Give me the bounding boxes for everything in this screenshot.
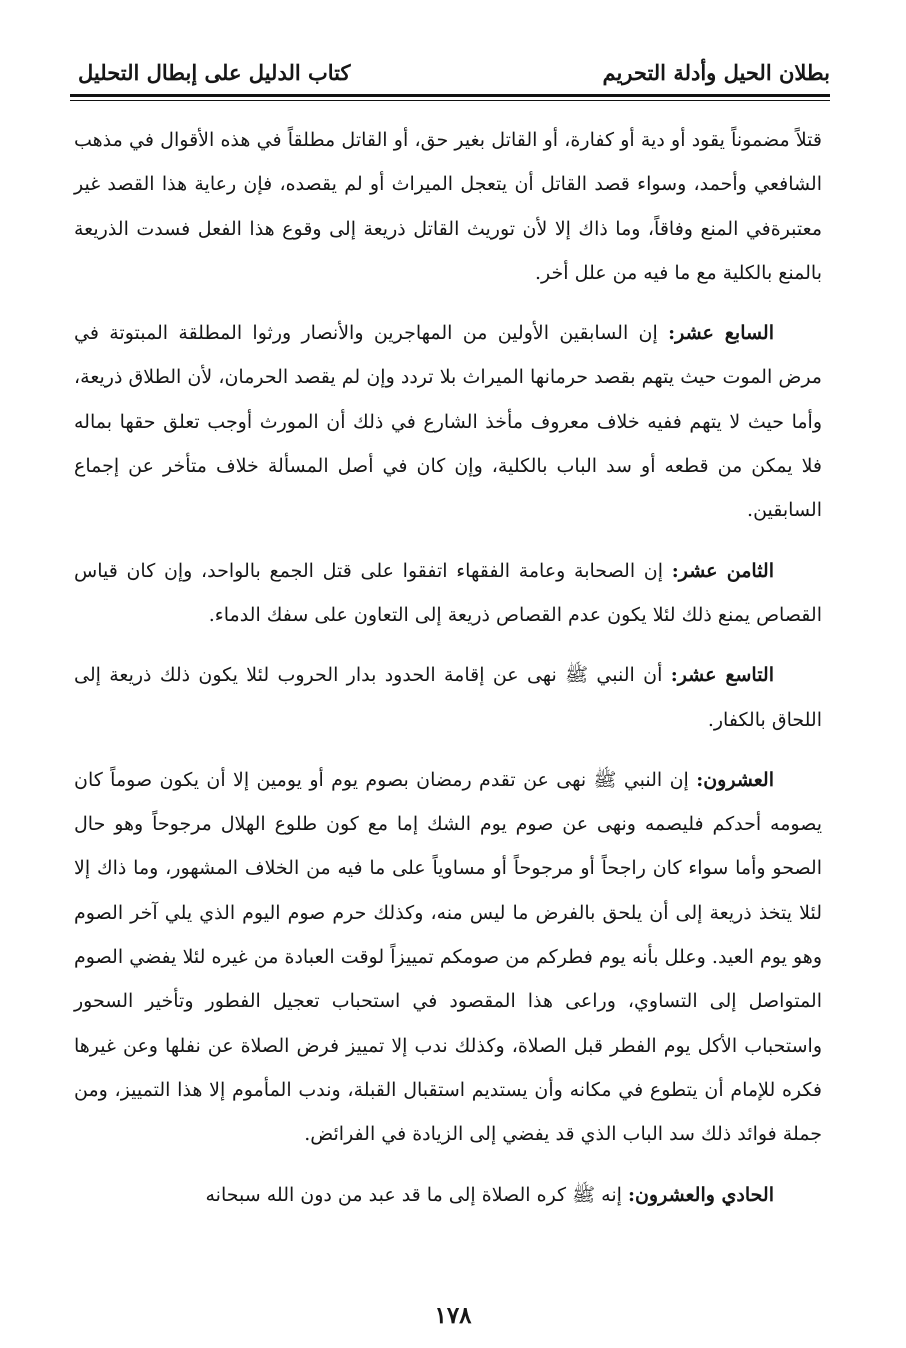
running-header <box>70 52 830 92</box>
paragraph <box>74 311 822 532</box>
section-title: كتاب الدليل على إبطال التحليل <box>78 60 351 85</box>
page-number: ١٧٨ <box>434 1302 472 1329</box>
paragraph <box>74 653 822 742</box>
paragraph-lead: السابع عشر: <box>668 322 775 345</box>
header-rule-thick <box>70 94 830 97</box>
paragraph <box>74 758 822 1157</box>
paragraph-text: أن النبي ﷺ نهى عن إقامة الحدود بدار الحروب لئلا يكون ذلك ذريعة إلى اللحاق بالكفار. <box>74 664 822 731</box>
paragraph-text: إنه ﷺ كره الصلاة إلى ما قد عبد من دون الله سبحانه <box>205 1183 628 1206</box>
paragraph <box>74 118 822 295</box>
header-rule-thin <box>70 100 830 101</box>
paragraph-text: إن الصحابة وعامة الفقهاء اتفقوا على قتل الجمع بالواحد، وإن كان قياس القصاص يمنع ذلك لئلا يكون عدم القصاص ذريعة إلى التعاون على سفك الدماء. <box>74 559 822 626</box>
paragraph-text: إن السابقين الأولين من المهاجرين والأنصار ورثوا المطلقة المبتوتة في مرض الموت حيث يتهم بقصد حرمانها الميراث بلا تردد وإن لم يقصد الحرمان، لأن الطلاق ذريعة، وأما حيث لا يتهم ففيه خلاف معروف مأخذ الشارع في ذلك أن المورث أوجب تعلق حقها بماله فلا يمكن من قطعه أو سد الباب بالكلية، وإن كان في أصل المسألة خلاف متأخر عن إجماع السابقين. <box>74 322 822 522</box>
paragraph <box>74 1173 822 1217</box>
paragraph-lead: التاسع عشر: <box>670 664 774 687</box>
paragraph-text: قتلاً مضموناً يقود أو دية أو كفارة، أو القاتل بغير حق، أو القاتل مطلقاً في هذه الأقوال في مذهب الشافعي وأحمد، وسواء قصد القاتل أن يتعجل الميراث أو لم يقصده، فإن رعاية هذا القصد غير معتبرةفي المنع وفاقاً، وما ذاك إلا لأن توريث القاتل ذريعة إلى وقوع هذا الفعل فسدت الذريعة بالمنع بالكلية مع ما فيه من علل أخر. <box>74 129 822 284</box>
paragraph-lead: العشرون: <box>696 768 774 791</box>
paragraph-lead: الحادي والعشرون: <box>627 1183 774 1206</box>
paragraph-lead: الثامن عشر: <box>671 559 774 582</box>
book-title: بطلان الحيل وأدلة التحريم <box>602 60 830 85</box>
paragraph-text: إن النبي ﷺ نهى عن تقدم رمضان بصوم يوم أو يومين إلا أن يكون صوماً كان يصومه أحدكم فليصمه ونهى عن صوم يوم الشك إما مع كون طلوع الهلال مرجوحاً وهو حال الصحو وأما سواء كان راجحاً أو مرجوحاً أو مساوياً على ما فيه من الخلاف المشهور، وما ذاك إلا لئلا يتخذ ذريعة إلى أن يلحق بالفرض ما ليس منه، وكذلك حرم صوم اليوم الذي يلي آخر الصوم وهو يوم العيد. وعلل بأنه يوم فطركم من صومكم تمييزاً لوقت العبادة من غيره لئلا يفضي الصوم المتواصل إلى التساوي، وراعى هذا المقصود في استحباب تعجيل الفطور وتأخير السحور واستحباب الأكل يوم الفطر قبل الصلاة، وكذلك ندب إلا تمييز فرض الصلاة عن نفلها وعن غيرها فكره للإمام أن يتطوع في مكانه وأن يستديم استقبال القبلة، وندب المأموم إلا هذا التمييز، ومن جملة فوائد ذلك سد الباب الذي قد يفضي إلى الزيادة في الفرائض. <box>74 768 822 1146</box>
body-text <box>74 118 822 1217</box>
paragraph <box>74 549 822 638</box>
